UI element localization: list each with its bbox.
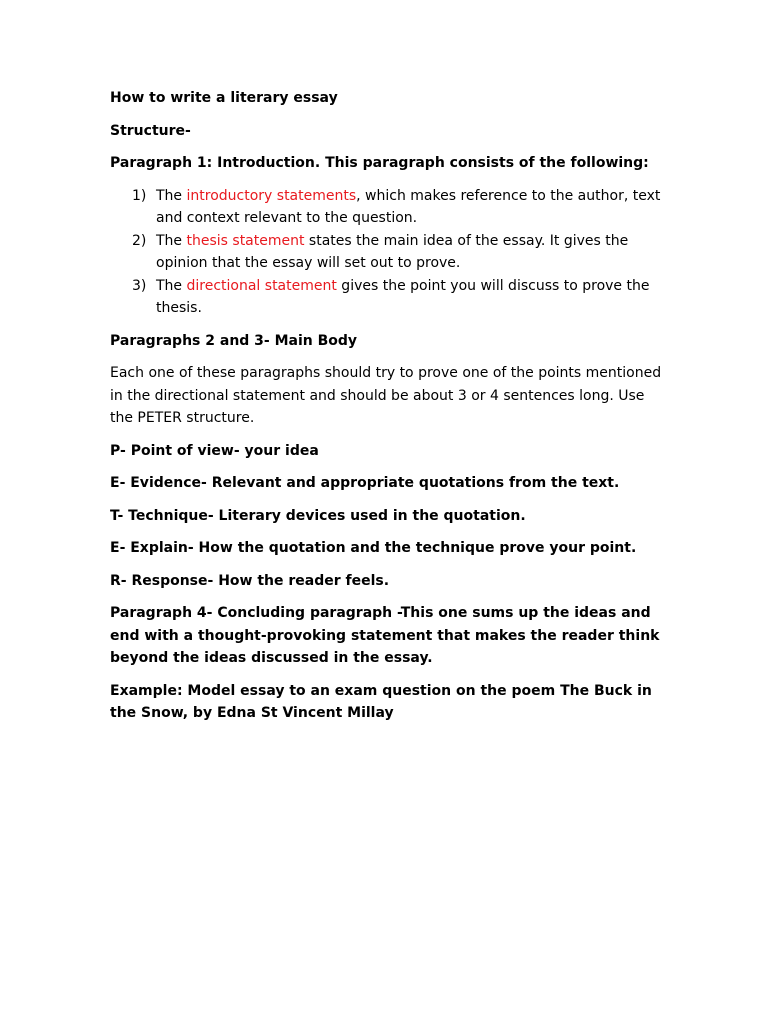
body-text: Each one of these paragraphs should try to prove one of the points mentioned in the directional statement and should be about 3 or 4 sentences long. Use the PETER structure. [110,365,662,426]
list-item-highlight: thesis statement [186,232,305,249]
list-item [110,185,670,230]
peter-technique: T- Technique- Literary devices used in the quotation. [110,507,526,524]
document-title: How to write a literary essay [110,90,338,106]
list-item-rest: gives the point you will discuss to prove the thesis. [156,277,650,316]
list-item [110,275,670,320]
conclusion-paragraph: Paragraph 4- Concluding paragraph -This one sums up the ideas and end with a thought-provoking statement that makes the reader think beyond the ideas discussed in the essay. [110,605,660,666]
list-item-number: 2) [132,232,147,249]
list-item-rest: states the main idea of the essay. It gives the opinion that the essay will set out to prove. [156,232,629,271]
list-item-prefix: The [156,232,187,249]
peter-response: R- Response- How the reader feels. [110,572,390,589]
list-item-highlight: directional statement [186,277,337,294]
body-heading: Paragraphs 2 and 3- Main Body [110,332,358,349]
peter-point: P- Point of view- your idea [110,442,319,459]
paragraph1-heading: Paragraph 1: Introduction. This paragraph consists of the following: [110,155,649,171]
example-paragraph: Example: Model essay to an exam question on the poem The Buck in the Snow, by Edna St Vincent Millay [110,682,652,721]
list-item [110,230,670,275]
list-item-highlight: introductory statements [186,187,357,204]
list-item-number: 1) [132,187,147,204]
structure-heading: Structure- [110,122,191,139]
document-content [110,87,670,735]
list-item-prefix: The [156,187,187,204]
peter-evidence: E- Evidence- Relevant and appropriate quotations from the text. [110,475,620,491]
intro-list [110,185,670,320]
list-item-prefix: The [156,277,187,294]
list-item-rest: , which makes reference to the author, text and context relevant to the question. [156,187,661,226]
list-item-number: 3) [132,277,147,294]
peter-explain: E- Explain- How the quotation and the technique prove your point. [110,540,637,556]
